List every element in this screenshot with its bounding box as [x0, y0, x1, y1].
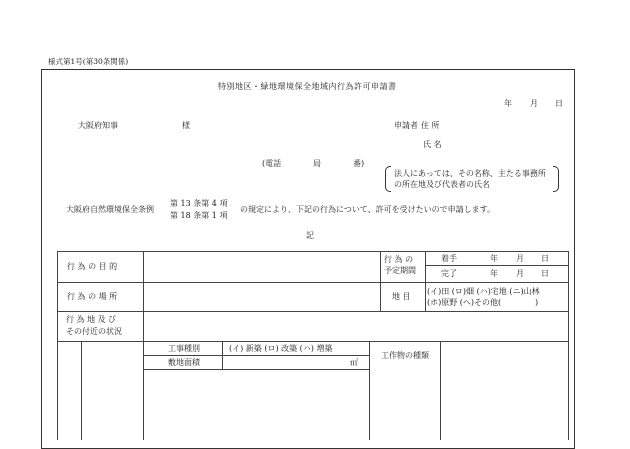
end-year: 年 — [490, 269, 498, 278]
start-day: 日 — [541, 254, 549, 263]
ki-heading: 記 — [306, 231, 314, 240]
table-line — [440, 341, 441, 440]
table-line — [57, 282, 568, 283]
table-line — [143, 251, 144, 440]
end-label: 完了 — [441, 269, 457, 278]
honorific: 様 — [182, 121, 190, 130]
date-month-label: 月 — [530, 99, 538, 108]
end-day: 日 — [541, 269, 549, 278]
table-line — [143, 369, 369, 370]
note-bracket-right — [553, 166, 559, 192]
site-area-unit: ㎡ — [350, 358, 358, 367]
address-label: 住 所 — [421, 121, 440, 130]
surroundings-label-line2: その付近の状況 — [66, 327, 122, 336]
table-line — [369, 341, 370, 440]
end-month: 月 — [516, 269, 524, 278]
corporate-note-line1: 法人にあっては、その名称、主たる事務所 — [394, 169, 546, 178]
corporate-note-line2: の所在地及び代表者の氏名 — [394, 180, 490, 189]
table-line — [380, 251, 381, 311]
work-type-label: 工事種別 — [168, 344, 200, 353]
land-category-label: 地 目 — [392, 292, 411, 301]
table-line — [425, 265, 568, 266]
land-options-close: ) — [535, 298, 539, 307]
phone-label: (電話 — [262, 159, 282, 168]
table-line — [425, 251, 426, 311]
structure-type-label: 工作物の種類 — [381, 351, 429, 360]
period-label-line1: 行 為 の — [384, 255, 414, 264]
ordinance-name: 大阪府自然環境保全条例 — [66, 205, 154, 214]
table-line — [57, 251, 58, 440]
start-year: 年 — [490, 254, 498, 263]
site-area-label: 敷地面積 — [168, 358, 200, 367]
addressee: 大阪府知事 — [78, 121, 118, 130]
phone-exchange-label: 局 — [313, 159, 321, 168]
applicant-label: 申請者 — [394, 121, 418, 130]
date-day-label: 日 — [555, 99, 563, 108]
table-line — [57, 251, 568, 252]
start-month: 月 — [516, 254, 524, 263]
purpose-label: 行 為 の 目 的 — [67, 262, 118, 271]
table-line — [57, 341, 568, 342]
application-statement: の規定により、下記の行為について、許可を受けたいので申請します。 — [240, 205, 496, 214]
table-line — [143, 355, 369, 356]
place-label: 行 為 の 場 所 — [67, 292, 118, 301]
date-year-label: 年 — [504, 99, 512, 108]
start-label: 着手 — [441, 254, 457, 263]
table-line — [222, 341, 223, 369]
land-options-line1: (イ)田 (ロ)畑 (ハ)宅地 (ニ)山林 — [427, 287, 540, 296]
land-options-line2: (ホ)原野 (ヘ)その他( — [427, 298, 502, 307]
table-line — [81, 341, 82, 440]
work-type-options: (イ) 新築 (ロ) 改築 (ハ) 増築 — [229, 344, 333, 353]
name-label: 氏 名 — [423, 140, 442, 149]
phone-number-label: 番) — [353, 159, 365, 168]
ordinance-clause-2: 第 18 条第 1 項 — [170, 211, 228, 220]
period-label-line2: 予定期間 — [384, 266, 416, 275]
form-title: 特別地区・緑地環境保全地域内行為許可申請書 — [218, 82, 397, 91]
surroundings-label-line1: 行 為 地 及 び — [66, 315, 117, 324]
table-line — [57, 311, 568, 312]
table-line — [568, 251, 569, 440]
note-bracket-left — [385, 166, 391, 192]
form-number: 様式第1号(第30条関係) — [48, 57, 129, 66]
ordinance-clause-1: 第 13 条第 4 項 — [170, 199, 228, 208]
